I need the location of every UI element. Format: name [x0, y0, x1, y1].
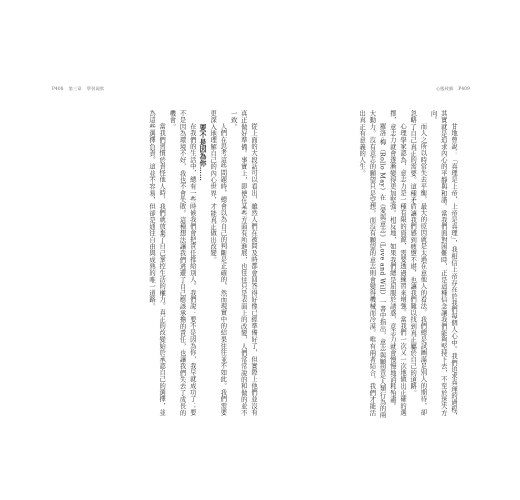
left-paragraph-4: 當我們習慣於責怪他人時，我們就放棄了自己掌控生活的權力。真正的改變始於承認自己的選擇，並為這些選擇負責。這並不容易，但卻是通往自由與成熟的唯一道路。 [147, 110, 166, 416]
right-paragraph-2: 而人之所以時常失去平衡，最大的原因就是太過在意他人的看法。我們總是試圖滿足別人的期待，卻忽略了自己真正的需要。這種矛盾讓我們感到疲憊不堪，也讓我們難以找到真正屬於自己的道路。 [409, 110, 427, 416]
right-paragraph-1: 甘地曾說：「真理是上帝，上帝是真理」，我相信上帝存在於我們每個人心中。我們追求真理的過程，其實就是追求內心的平靜與和諧。當我們面對困難時，正是這種信念讓我們能夠堅持下去，不至於迷失方向。 [429, 110, 457, 419]
right-page [260, 86, 470, 428]
right-running-header [431, 86, 470, 92]
section-heading: 要不是因為你…… [197, 123, 206, 181]
left-header-chapter: 第三章 [68, 86, 82, 91]
left-page-body [54, 110, 258, 420]
left-paragraph-1: 從上面的大段話可以看出，雖然人們在被問及時都會回答得好像已經準備好了，但實際上他們並沒有真正做好準備。事實上，即使在某些方面有所進展，也往往只是表面上的改變，人們常常說的和做的並不一致。 [229, 110, 257, 416]
left-paragraph-3: 在我們的生活中，總有一些時候我們會把責任推給別人。我們說：要不是因為你，我早就成功了；要不是因為環境不好，我也不會失敗。這種想法讓我們逃避了自己應該承擔的責任，也讓我們失去了成長的機會。 [168, 110, 196, 416]
right-page-body [274, 110, 458, 420]
left-paragraph-2: 人們在思考這些問題時，總會以為自己的判斷是正確的，然而現實中的結果往往並不如此。我們需要更深入地理解自己的內心世界，才能真正做出改變。 [209, 110, 227, 416]
right-page-number: P409 [458, 86, 470, 91]
left-page-number: P408 [52, 86, 64, 91]
right-paragraph-3: 心理學家認為，意志力是一種有限的資源，需要透過練習來增強。當我們一次又一次地做出正確的選擇，意志力就會逐漸變得更加堅強。相反地，如果我們總是屈服於誘惑，意志力就會慢慢地消耗殆盡。 [388, 110, 406, 416]
right-header-title: 心態致勝 [435, 86, 454, 91]
left-header-title: 學習現狀 [86, 86, 105, 91]
right-paragraph-4: 羅洛·梅（Rollo May）在《愛與意志》（Love and Will）一書中指出，意志與願望是人類行為的兩大動力。沒有意志的願望只是空想，而沒有願望的意志則會變得機械而冷漠。唯有兩者結合，我們才能活出真正有意義的人生。 [358, 110, 386, 418]
left-running-header [52, 86, 109, 92]
left-page [52, 86, 260, 428]
